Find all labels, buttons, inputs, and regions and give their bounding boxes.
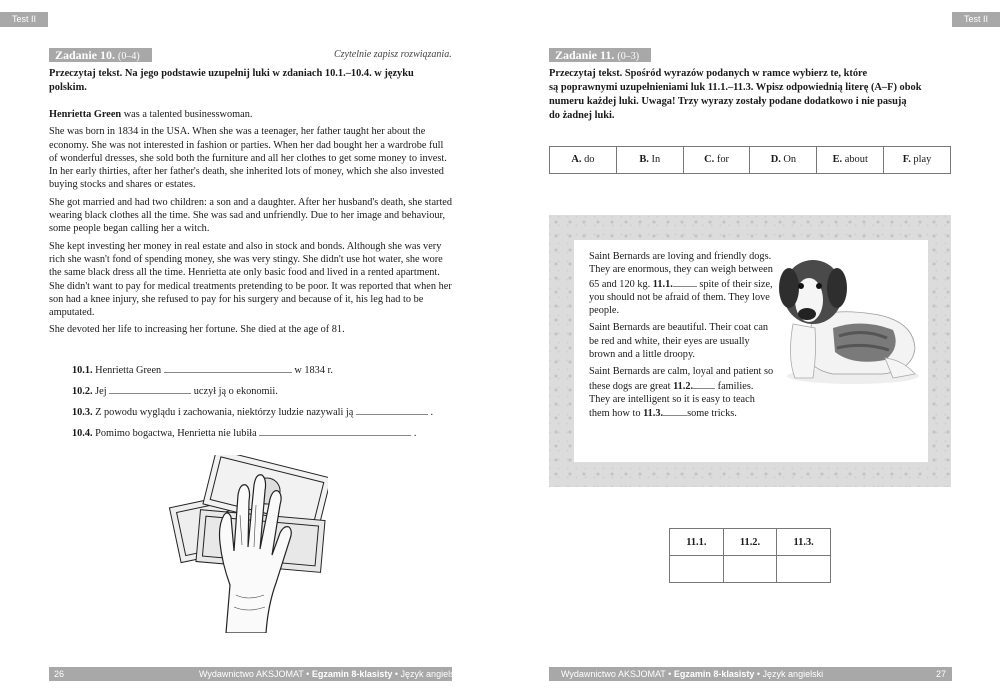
task11-instruction-line: numeru każdej luki. Uwaga! Trzy wyrazy zostały podane dodatkowo i nie pasują (549, 96, 907, 107)
task10-instruction-line1: Przeczytaj tekst. Na jego podstawie uzupełnij luki w zdaniach 10.1.–10.4. w języku (49, 68, 414, 79)
test-tab-right: Test II (952, 12, 1000, 27)
task10-range: (0–4) (118, 51, 140, 62)
q-number: 10.1. (72, 365, 93, 376)
gap-11-3[interactable] (663, 406, 687, 416)
gap-label-11-2: 11.2. (673, 380, 694, 392)
separator: • (394, 669, 399, 679)
henrietta-name: Henrietta Green (49, 109, 122, 120)
task10-text (49, 108, 454, 341)
q-number: 10.4. (72, 428, 93, 439)
task10-instruction-line2: polskim. (49, 82, 87, 93)
word-options-box (549, 146, 951, 174)
option-letter: A. (571, 154, 582, 165)
task11-instruction-line: są poprawnymi uzupełnieniami luk 11.1.–11.3. Wpisz odpowiednią literę (A–F) obok (549, 82, 922, 93)
task10-note: Czytelnie zapisz rozwiązania. (334, 49, 452, 60)
option-f (884, 147, 950, 173)
q-number: 10.2. (72, 386, 93, 397)
task10-instruction (49, 67, 459, 95)
answer-label-11-2: 11.2. (723, 529, 777, 556)
option-c (684, 147, 751, 173)
exam-name: Egzamin 8-klasisty (311, 669, 393, 679)
test-tab-left: Test II (0, 12, 48, 27)
page-number-right: 27 (935, 669, 946, 679)
option-d (750, 147, 817, 173)
gap-11-1[interactable] (673, 277, 697, 287)
q-before: Henrietta Green (95, 365, 162, 376)
story-text: some tricks. (687, 408, 737, 420)
task11-instruction-line: Przeczytaj tekst. Spośród wyrazów podanych w ramce wybierz te, które (549, 68, 868, 79)
answer-gap-10-1[interactable] (164, 363, 292, 373)
paragraph-3: She got married and had two children: a son and a daughter. After her husband's death, she started wearing black clothes all the time. She was sad and unfriendly. Due to her image and behaviour, some people began calling her a witch. (49, 196, 453, 235)
footer-left (49, 667, 462, 681)
separator: • (668, 669, 672, 679)
answer-label-11-1: 11.1. (670, 529, 724, 556)
hand-with-money-illustration (168, 455, 328, 633)
task10-title: Zadanie 10. (55, 48, 116, 62)
option-word: for (716, 154, 729, 165)
option-letter: C. (704, 154, 715, 165)
answer-label-11-3: 11.3. (777, 529, 831, 556)
option-word: do (584, 154, 595, 165)
q-before: Pomimo bogactwa, Henrietta nie lubiła (95, 428, 257, 439)
story-text: families. They are intelligent so it is easy to teach them how to (589, 380, 755, 420)
question-10-4 (72, 426, 416, 439)
saint-bernard-text (589, 250, 774, 425)
gap-label-11-1: 11.1. (652, 278, 673, 290)
gap-label-11-3: 11.3. (643, 408, 664, 420)
separator: • (306, 669, 310, 679)
q-after: . (413, 428, 417, 439)
answer-grid-11 (669, 528, 831, 583)
paragraph-1 (49, 108, 454, 121)
separator: • (756, 669, 761, 679)
publisher-name: Wydawnictwo AKSJOMAT (199, 669, 304, 679)
story-text: spite of their size, you should not be afraid of them. They love people. (589, 278, 773, 317)
answer-gap-10-4[interactable] (259, 426, 411, 436)
q-after: . (430, 407, 434, 418)
q-before: Jej (95, 386, 107, 397)
task10-header (49, 48, 152, 62)
saint-bernard-puppy-photo (773, 248, 923, 388)
option-word: On (783, 154, 797, 165)
task11-instruction (549, 67, 959, 123)
paragraph-5: She devoted her life to increasing her fortune. She died at the age of 81. (49, 324, 345, 336)
option-word: about (844, 154, 868, 165)
answer-gap-10-2[interactable] (109, 384, 191, 394)
story-text: Saint Bernards are loving and friendly dogs. They are enormous, they can weigh between 65 and 120 kg. (589, 251, 773, 290)
paragraph-4: She kept investing her money in real estate and also in stock and bonds. Although she was very rich she wasn't fond of spending money, she was very stingy. She didn't use hot water, she wore the same black dress all the time. Henrietta ate only basic food and lived in a rented apartment. She didn't want to pay for medical treatments pretending to be poor. It was reported that when her son had a knee injury, she refused to pay for his surgery and because of it, his leg had to be amputated. (49, 240, 452, 319)
option-e (817, 147, 884, 173)
option-word: In (651, 154, 661, 165)
option-a (550, 147, 617, 173)
story-text: Saint Bernards are calm, loyal and patient so these dogs are great (589, 366, 774, 392)
subject-name: Język angielski (400, 669, 462, 679)
task11-title: Zadanie 11. (555, 48, 615, 62)
answer-cell-11-1[interactable] (670, 556, 724, 583)
page-number-left: 26 (54, 669, 65, 679)
footer-right (549, 667, 952, 681)
q-number: 10.3. (72, 407, 93, 418)
option-letter: B. (639, 154, 649, 165)
q-before: Z powodu wyglądu i zachowania, niektórzy ludzie nazywali ją (95, 407, 354, 418)
p1-rest: was a talented businesswoman. (121, 109, 253, 120)
story-paragraph-1 (589, 250, 774, 317)
task11-instruction-line: do żadnej luki. (549, 110, 615, 121)
answer-cell-11-2[interactable] (723, 556, 777, 583)
option-letter: F. (902, 154, 911, 165)
story-paragraph-2: Saint Bernards are beautiful. Their coat can be red and white, their eyes are usually brown and a little droopy. (589, 322, 769, 361)
question-10-1 (72, 363, 333, 376)
question-10-3 (72, 405, 433, 418)
answer-cell-11-3[interactable] (777, 556, 831, 583)
footer-credits-left (199, 667, 461, 681)
gap-11-2[interactable] (693, 379, 715, 389)
task11-range: (0–3) (617, 51, 640, 62)
publisher-name: Wydawnictwo AKSJOMAT (561, 669, 666, 679)
question-10-2 (72, 384, 278, 397)
story-paragraph-3 (589, 365, 774, 420)
task11-header (549, 48, 651, 62)
option-letter: D. (770, 154, 781, 165)
q-after: w 1834 r. (294, 365, 333, 376)
paragraph-2: She was born in 1834 in the USA. When she was a teenager, her father taught her about the economy. She was not interested in fashion or parties. When her dad bought her a wardrobe full of wonderful dresses, she sold both the furniture and all her clothes to get some money to invest. In her early thirties, after her father's death, she inherited lots of money, which she also invested buying stocks and shares or estates. (49, 126, 447, 191)
footer-credits-right (561, 667, 823, 681)
option-letter: E. (832, 154, 843, 165)
subject-name: Język angielski (762, 669, 824, 679)
q-after: uczył ją o ekonomii. (193, 386, 278, 397)
option-word: play (913, 154, 932, 165)
exam-name: Egzamin 8-klasisty (673, 669, 755, 679)
answer-gap-10-3[interactable] (356, 405, 428, 415)
option-b (617, 147, 684, 173)
